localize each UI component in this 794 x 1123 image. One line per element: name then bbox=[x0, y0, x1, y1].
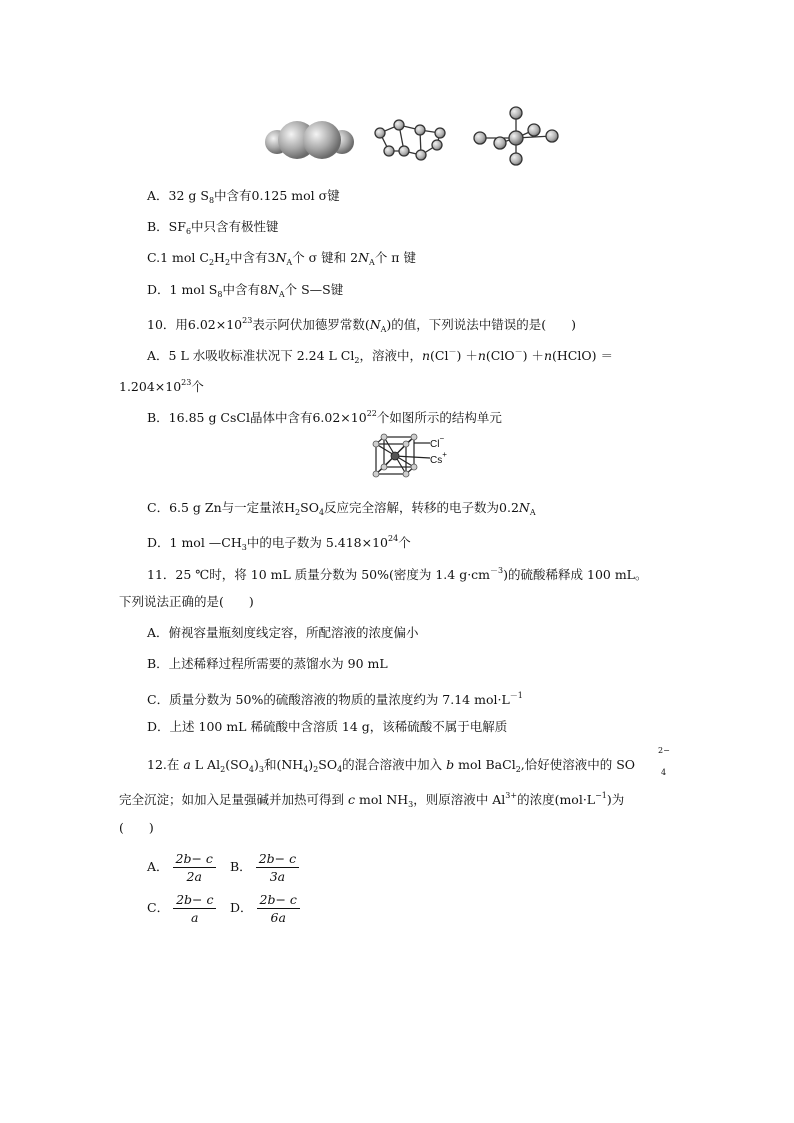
q9-option-b: B．$SF_6$中只含有极性键 bbox=[147, 219, 279, 236]
q12-option-a: A． $\frac{2b- c}{2a}$ bbox=[147, 848, 216, 886]
q9-option-a: A．32 g $S_8$中含有0.125 mol σ键 bbox=[147, 188, 340, 205]
cscl-unit-cell-figure bbox=[370, 432, 470, 480]
q10-option-d: D．1 mol $—CH_3$中的电子数为 $5.418\times 10^{24}$个 bbox=[147, 534, 411, 552]
q11-stem-line2: 下列说法正确的是( ) bbox=[119, 594, 254, 609]
cs-label: Cs+ bbox=[430, 450, 447, 466]
fraction-c: $\frac{2b- c}{a}$ bbox=[173, 891, 216, 926]
molecule-figure bbox=[262, 103, 562, 169]
c2h2-model bbox=[265, 121, 354, 159]
q9-option-c: C.1 mol $C_2H_2$中含有$3N_A$个 σ 键和 $2N_A$个 π 键 bbox=[147, 250, 416, 267]
q9-option-d: D．1 mol $S_8$中含有$8N_A$个 S—S键 bbox=[147, 282, 344, 299]
q11-option-a: A．俯视容量瓶刻度线定容，所配溶液的浓度偏小 bbox=[147, 625, 419, 640]
q10-option-a-line1: A．5 L 水吸收标准状况下 2.24 L $Cl_2$，溶液中，n(Cl－) ＋n(ClO－) ＋n(HClO) ＝ bbox=[147, 347, 613, 365]
q10-stem: 10．用$6.02\times 10^{23}$表示阿伏加德罗常数$(N_A)$的值，下列说法中错误的是( ) bbox=[147, 316, 577, 334]
q12-stem-line2: 完全沉淀；如加入足量强碱并加热可得到 c mol $NH_3$，则原溶液中 $Al^{3+}$的浓度$(mol\cdot L^{-1})$为 bbox=[119, 791, 625, 809]
q11-option-d: D．上述 100 mL 稀硫酸中含溶质 14 g，该稀硫酸不属于电解质 bbox=[147, 719, 508, 734]
so4-subscript: 4 bbox=[661, 768, 667, 777]
so4-charge: 2− bbox=[658, 746, 670, 755]
q11-stem-line1: 11．25 ℃时，将 10 mL 质量分数为 50%(密度为 1.4 $g\cdot cm^{-3}$)的硫酸稀释成 100 mL。 bbox=[147, 566, 648, 582]
q10-option-a-line2: $1.204\times 10^{23}$个 bbox=[119, 378, 204, 394]
q12-option-b: B． $\frac{2b- c}{3a}$ bbox=[230, 848, 299, 886]
fraction-b: $\frac{2b- c}{3a}$ bbox=[256, 850, 299, 885]
q11-option-c: C．质量分数为 50%的硫酸溶液的物质的量浓度约为 7.14 $mol\cdot L^{-1}$ bbox=[147, 691, 523, 707]
q10-option-b: B．16.85 g CsCl晶体中含有$6.02\times 10^{22}$个如图所示的结构单元 bbox=[147, 409, 502, 425]
q12-answer-paren: ( ) bbox=[119, 820, 154, 835]
q10-option-c: C．6.5 g Zn与一定量浓$H_2SO_4$反应完全溶解，转移的电子数为$0.2N_A$ bbox=[147, 500, 536, 517]
q11-option-b: B．上述稀释过程所需要的蒸馏水为 90 mL bbox=[147, 656, 388, 671]
cscl-cube-diagram bbox=[370, 432, 436, 480]
sf6-model bbox=[474, 107, 558, 165]
q12-option-c: C． $\frac{2b- c}{a}$ bbox=[147, 889, 216, 927]
s8-ring-model bbox=[375, 120, 445, 160]
fraction-d: $\frac{2b- c}{6a}$ bbox=[257, 891, 300, 926]
fraction-a: $\frac{2b- c}{2a}$ bbox=[173, 850, 216, 885]
q12-stem-line1: 12.在 a L $Al_2(SO_4)_3$和$(NH_4)_2SO_4$的混合溶液中加入 b mol BaCl$_2$,恰好使溶液中的 SO bbox=[147, 757, 636, 774]
q12-option-d: D． $\frac{2b- c}{6a}$ bbox=[230, 889, 300, 927]
cl-label: Cl− bbox=[430, 434, 445, 450]
